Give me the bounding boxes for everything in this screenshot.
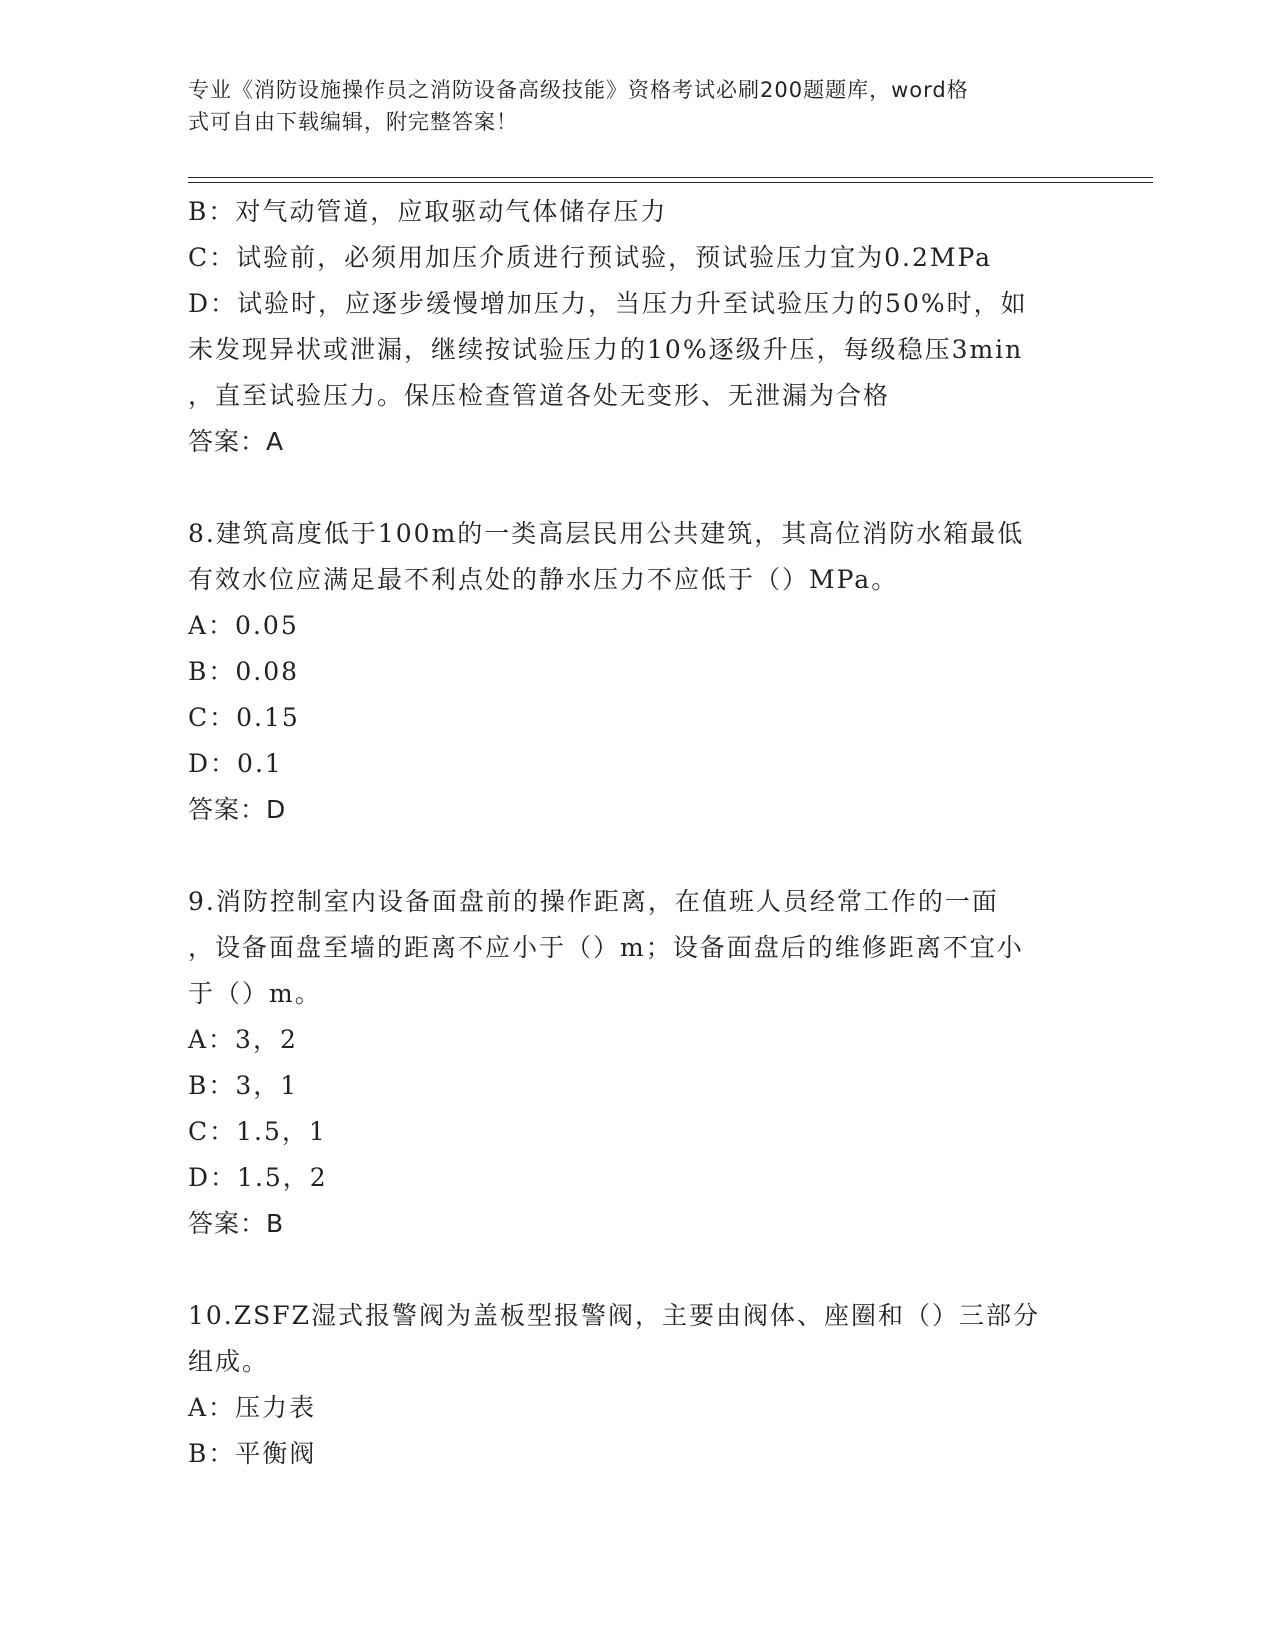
question-9 (188, 879, 1088, 1247)
spacer (188, 465, 1088, 511)
question-stem-continued: 有效水位应满足最不利点处的静水压力不应低于（）MPa。 (188, 565, 899, 594)
header-divider-bottom (188, 182, 1153, 183)
option-a: A：0.05 (188, 611, 299, 640)
answer-line: 答案：D (188, 795, 287, 824)
answer-line: 答案：B (188, 1209, 285, 1238)
option-b: B：3，1 (188, 1071, 299, 1100)
option-d: D：1.5，2 (188, 1163, 328, 1192)
option-c: C：试验前，必须用加压介质进行预试验，预试验压力宜为0.2MPa (188, 243, 993, 272)
question-stem-continued: ，设备面盘至墙的距离不应小于（）m；设备面盘后的维修距离不宜小 (188, 933, 1024, 962)
question-content (188, 189, 1088, 1477)
option-d: D：0.1 (188, 749, 283, 778)
option-b: B：平衡阀 (188, 1439, 317, 1468)
option-a: A：压力表 (188, 1393, 317, 1422)
option-b: B：0.08 (188, 657, 300, 686)
spacer (188, 1247, 1088, 1293)
option-d-continued: ，直至试验压力。保压检查管道各处无变形、无泄漏为合格 (188, 381, 891, 410)
spacer (188, 833, 1088, 879)
option-d: D：试验时，应逐步缓慢增加压力，当压力升至试验压力的50%时，如 (188, 289, 1028, 318)
question-8 (188, 511, 1088, 833)
question-10 (188, 1293, 1088, 1477)
question-stem: 8.建筑高度低于100m的一类高层民用公共建筑，其高位消防水箱最低 (188, 519, 1025, 548)
option-c: C：1.5，1 (188, 1117, 327, 1146)
question-stem: 10.ZSFZ湿式报警阀为盖板型报警阀，主要由阀体、座圈和（）三部分 (188, 1301, 1040, 1330)
header-title-line-1: 专业《消防设施操作员之消防设备高级技能》资格考试必刷200题题库，word格 (188, 78, 969, 102)
header-divider-top (188, 177, 1153, 178)
question-7-continued (188, 189, 1088, 465)
option-c: C：0.15 (188, 703, 300, 732)
question-stem: 9.消防控制室内设备面盘前的操作距离，在值班人员经常工作的一面 (188, 887, 999, 916)
header-title-line-2: 式可自由下载编辑，附完整答案！ (188, 110, 518, 134)
option-a: A：3，2 (188, 1025, 298, 1054)
question-stem-continued: 组成。 (188, 1347, 270, 1376)
option-b: B：对气动管道，应取驱动气体储存压力 (188, 197, 668, 226)
document-header (188, 74, 1068, 138)
answer-line: 答案：A (188, 427, 285, 456)
option-d-continued: 未发现异状或泄漏，继续按试验压力的10%逐级升压，每级稳压3min (188, 335, 1024, 364)
question-stem-continued: 于（）m。 (188, 979, 322, 1008)
